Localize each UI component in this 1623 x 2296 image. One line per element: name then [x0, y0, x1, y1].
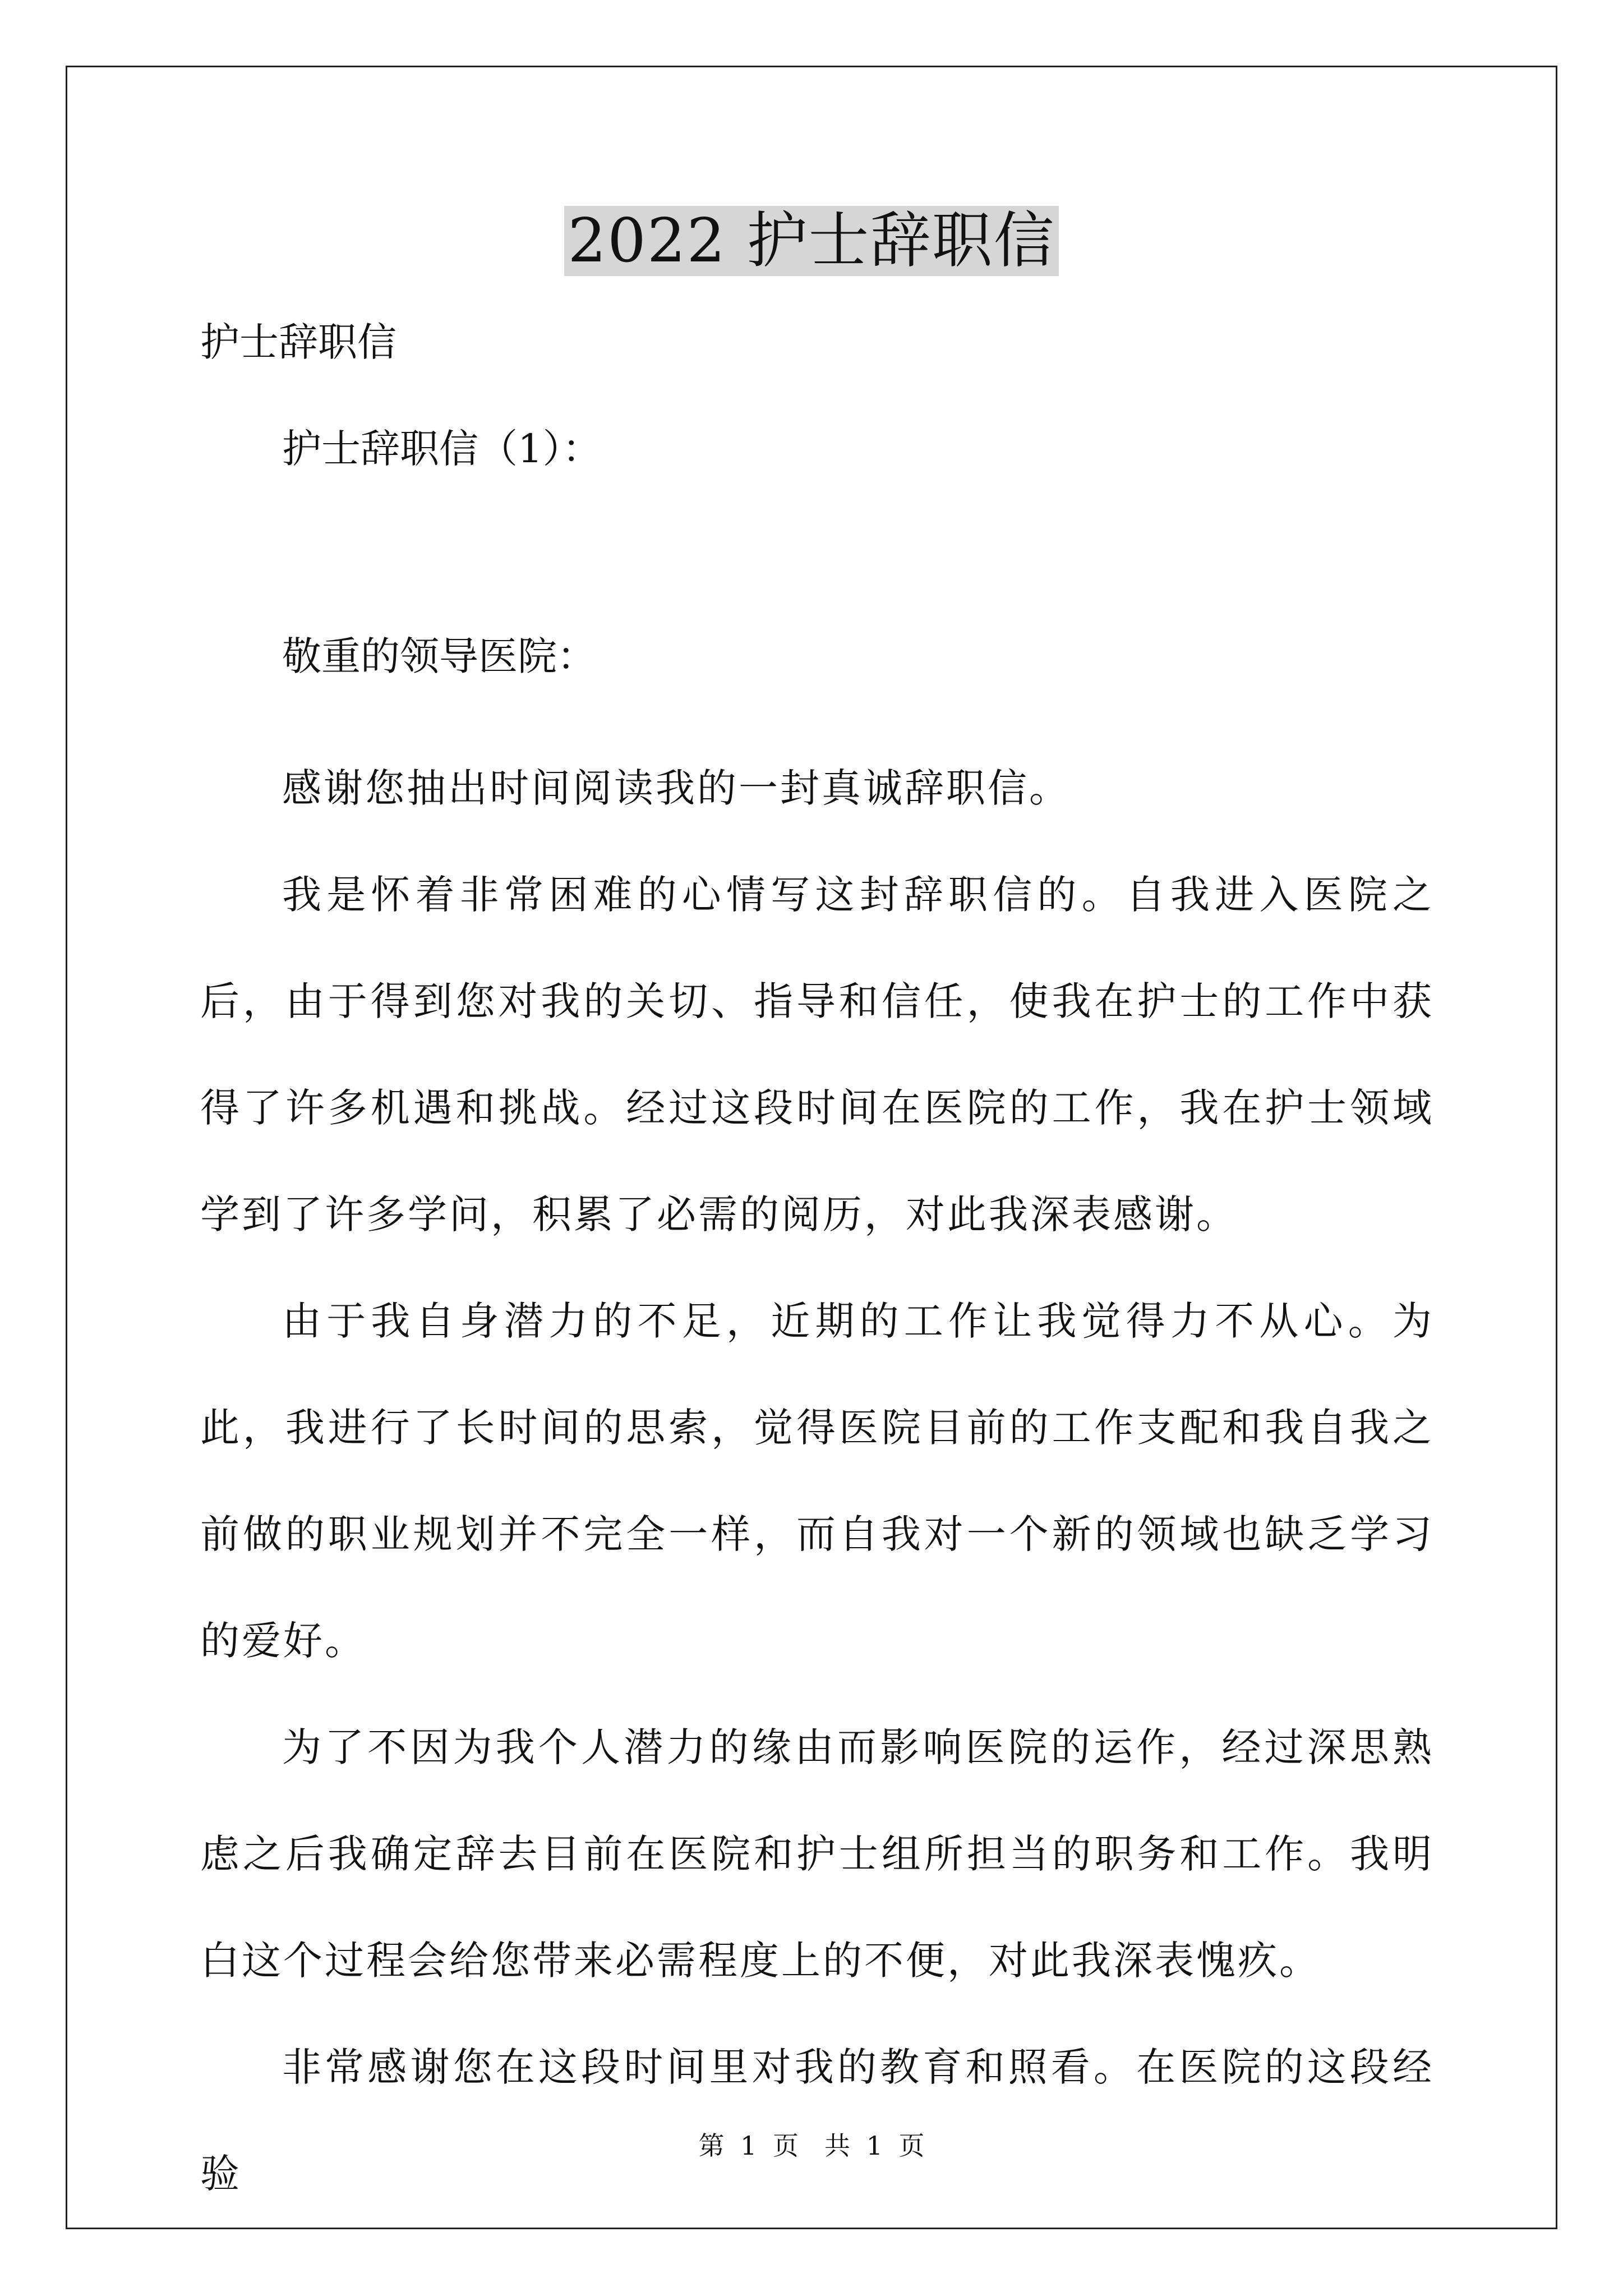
paragraph-3: 由于我自身潜力的不足，近期的工作让我觉得力不从心。为此，我进行了长时间的思索，觉得医院目前的工作支配和我自我之前做的职业规划并不完全一样，而自我对一个新的领域也缺乏学习的爱好。	[200, 1298, 1434, 1664]
page-footer: 第 1 页 共 1 页	[698, 2131, 925, 2161]
paragraph-2: 我是怀着非常困难的心情写这封辞职信的。自我进入医院之后，由于得到您对我的关切、指导和信任，使我在护士的工作中获得了许多机遇和挑战。经过这段时间在医院的工作，我在护士领域学到了许多学问，积累了必需的阅历，对此我深表感谢。	[200, 872, 1434, 1237]
document-title-wrapper	[0, 199, 1623, 283]
document-subtitle: 护士辞职信	[200, 319, 396, 365]
paragraph-4: 为了不因为我个人潜力的缘由而影响医院的运作，经过深思熟虑之后我确定辞去目前在医院和护士组所担当的职务和工作。我明白这个过程会给您带来必需程度上的不便，对此我深表愧疚。	[200, 1724, 1434, 1984]
document-body	[200, 314, 1434, 2227]
paragraph-1: 感谢您抽出时间阅读我的一封真诚辞职信。	[282, 765, 1071, 811]
section-heading: 护士辞职信（1）：	[282, 426, 602, 472]
letter-greeting: 敬重的领导医院：	[282, 633, 596, 679]
paragraph-5: 非常感谢您在这段时间里对我的教育和照看。在医院的这段经验	[200, 2044, 1434, 2197]
document-title: 2022 护士辞职信	[564, 206, 1058, 276]
